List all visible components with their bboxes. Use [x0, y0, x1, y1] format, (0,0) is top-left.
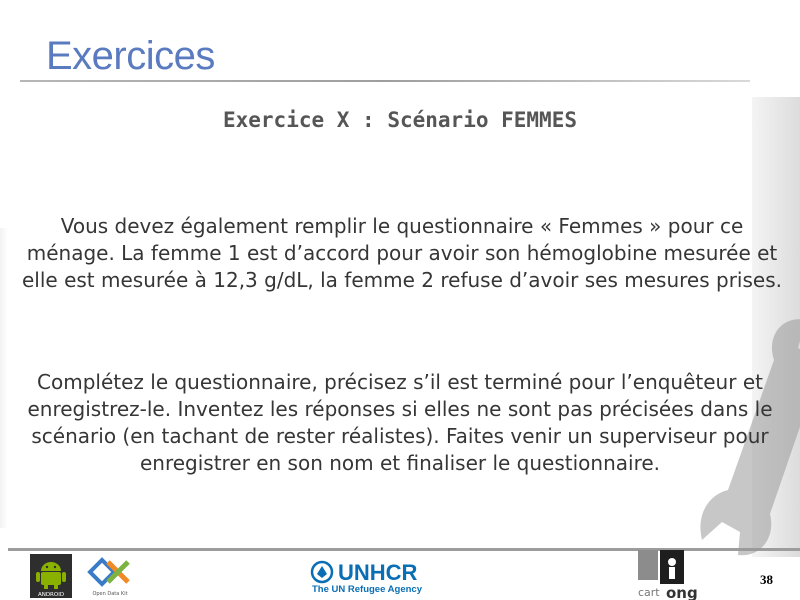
android-logo-text: ANDROID [37, 592, 65, 598]
instructions-paragraph: Complétez le questionnaire, précisez s’il est terminé pour l’enquêteur et enregistrez-le. Inventez les réponses si elles ne sont pas précisées dans le scénario (en tachant de rester réalistes). Faites venir un superviseur pour enregistrer en son nom et finaliser le questionnaire. [27, 370, 773, 475]
android-logo [30, 554, 72, 598]
frame-left-shadow [0, 228, 8, 528]
page-title: Exercices [46, 34, 215, 78]
unhcr-logo [308, 556, 442, 596]
page-number: 38 [760, 572, 773, 587]
cartong-text: cart [638, 586, 660, 599]
unhcr-name: UNHCR [338, 560, 418, 585]
unhcr-tagline: The UN Refugee Agency [312, 584, 422, 595]
odk-logo-text: Open Data Kit [92, 591, 128, 597]
exercise-heading: Exercice X : Scénario FEMMES [222, 108, 577, 132]
cartong-text-ong: ong [666, 584, 698, 600]
scenario-paragraph: Vous devez également remplir le questionnaire « Femmes » pour ce ménage. La femme 1 est d’accord pour avoir son hémoglobine mesurée et elle est mesurée à 12,3 g/dL, la femme 2 refuse d’avoir ses mesures prises. [22, 214, 782, 292]
odk-logo [82, 554, 138, 598]
title-underline [20, 80, 750, 82]
cartong-logo [636, 548, 722, 600]
